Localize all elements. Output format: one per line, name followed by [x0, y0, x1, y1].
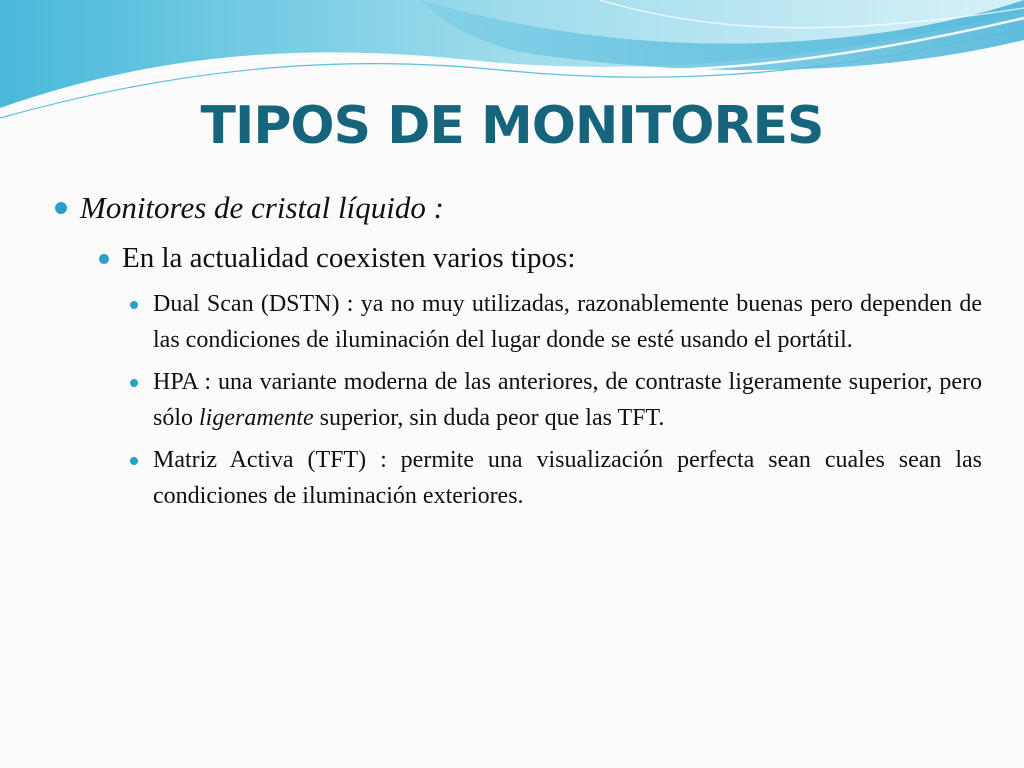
bullet-dot-icon [130, 379, 138, 387]
bullet-level1 [52, 186, 982, 230]
bullet-level1-text: Monitores de cristal líquido : [80, 190, 444, 225]
bullet-item-emphasis: ligeramente [199, 405, 314, 431]
bullet-level2-text: En la actualidad coexisten varios tipos: [122, 242, 576, 274]
bullet-item-text-post: superior, sin duda peor que las TFT. [313, 405, 665, 431]
bullet-dot-icon [130, 301, 138, 309]
bullet-item-hpa [52, 364, 982, 436]
slide-title: TIPOS DE MONITORES [200, 96, 824, 156]
bullet-item-text-pre: HPA : una variante moderna de las anteriores, de contraste ligeramente superior, pero sólo [153, 369, 982, 431]
bullet-item-tft [52, 442, 982, 514]
bullet-item-text: Dual Scan (DSTN) : ya no muy utilizadas, razonablemente buenas pero dependen de las condiciones de iluminación del lugar donde se esté usando el portátil. [153, 291, 982, 353]
bullet-item-dstn [52, 286, 982, 358]
bullet-level2 [52, 238, 982, 278]
bullet-item-text: Matriz Activa (TFT) : permite una visualización perfecta sean cuales sean las condiciones de iluminación exteriores. [153, 447, 982, 509]
bullet-dot-icon [55, 202, 67, 214]
bullet-dot-icon [130, 457, 138, 465]
bullet-dot-icon [99, 254, 109, 264]
slide-body [52, 186, 982, 514]
